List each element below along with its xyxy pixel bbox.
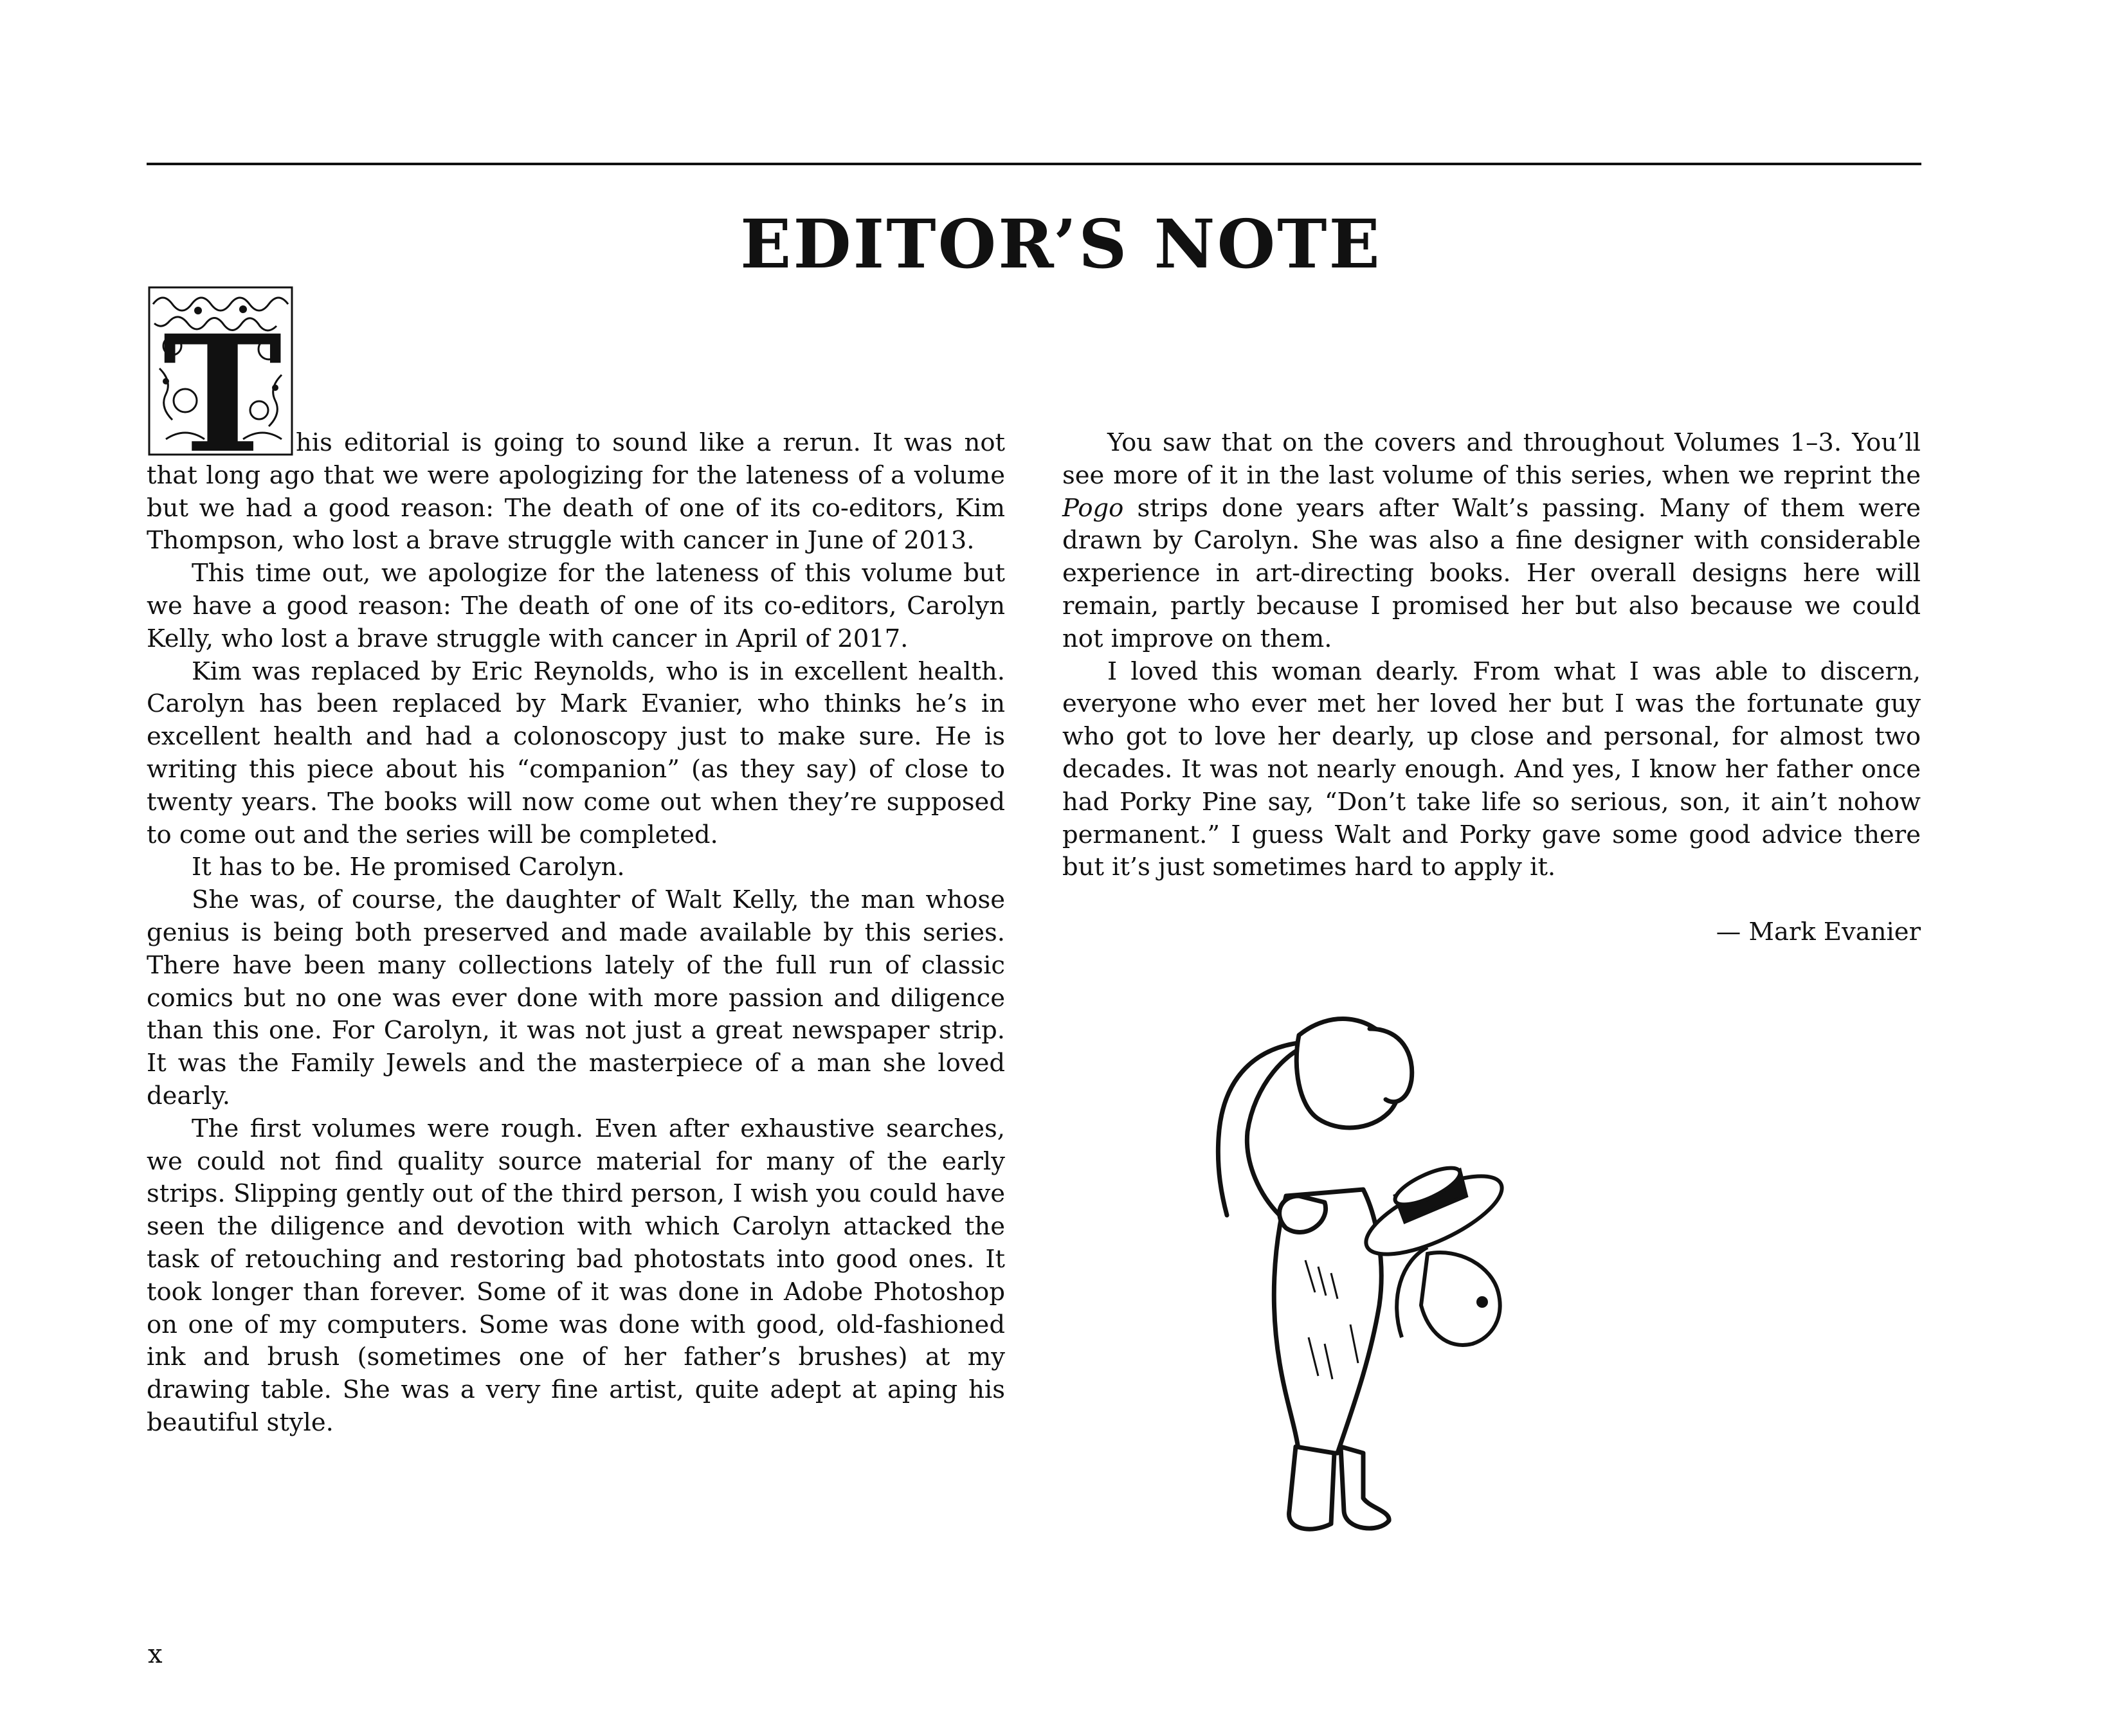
paragraph: The first volumes were rough. Even after exhaustive searches, we could not find quality source material for many of the early strips. Slipping gently out of the third person, I wish you could have seen the diligence and devotion with which Carolyn attacked the task of retouching and restoring bad photostats into good ones. It took longer than forever. Some of it was done in Adobe Photoshop on one of my computers. Some was done with good, old-fashioned ink and brush (sometimes one of her father’s brushes) at my drawing table. She was a very fine artist, quite adept at aping his beautiful style. xyxy=(147,1114,1005,1437)
paragraph xyxy=(1062,427,1921,656)
paragraph-text: his editorial is going to sound like a rerun. It was not that long ago that we were apologizing for the lateness of a volume but we had a good reason: The death of one of its co-editors, Kim Thompson, who lost a brave struggle with cancer in June of 2013. xyxy=(147,428,1005,556)
paragraph: This time out, we apologize for the lateness of this volume but we have a good reason: The death of one of its co-editors, Carolyn Kelly, who lost a brave struggle with cancer in April of 2017. xyxy=(147,559,1005,653)
left-column xyxy=(147,427,1005,1440)
dropcap-letter: T xyxy=(162,300,283,457)
paragraph: She was, of course, the daughter of Walt Kelly, the man whose genius is being both preserved and made available by this series. There have been many collections lately of the full run of classic comics but no one was ever done with more passion and diligence than this one. For Carolyn, it was not just a great newspaper strip. It was the Family Jewels and the masterpiece of a man she loved dearly. xyxy=(147,885,1005,1110)
right-column xyxy=(1062,427,1921,949)
page-title: EDITOR’S NOTE xyxy=(740,204,1382,284)
paragraph-text: strips done years after Walt’s passing. Many of them were drawn by Carolyn. She was also a fine designer with considerable experience in art-directing books. Her overall designs here will remain, partly because I promised her but also because we could not improve on them. xyxy=(1062,493,1921,653)
page-number: x xyxy=(148,1640,163,1669)
paragraph xyxy=(147,427,1005,557)
paragraph: I loved this woman dearly. From what I was able to discern, everyone who ever met her loved her but I was the fortunate guy who got to love her dearly, up close and personal, for almost two decades. It was not nearly enough. And yes, I know her father once had Porky Pine say, “Don’t take life so serious, son, it ain’t nohow permanent.” I guess Walt and Porky gave some good advice there but it’s just sometimes hard to apply it. xyxy=(1062,656,1921,882)
paragraph-text: You saw that on the covers and throughout Volumes 1–3. You’ll see more of it in the last volume of this series, when we reprint the xyxy=(1062,428,1921,490)
pogo-title: Pogo xyxy=(1062,493,1124,523)
paragraph: It has to be. He promised Carolyn. xyxy=(192,853,625,882)
paragraph: Kim was replaced by Eric Reynolds, who is in excellent health. Carolyn has been replaced by Mark Evanier, who thinks he’s in excellent health and had a colonoscopy just to make sure. He is writing this piece about his “companion” (as they say) of close to twenty years. The books will now come out when they’re supposed to come out and the series will be completed. xyxy=(147,656,1005,849)
hound-dog-illustration xyxy=(1157,1003,1569,1550)
signoff: — Mark Evanier xyxy=(1716,918,1921,947)
header-rule xyxy=(147,163,1921,165)
